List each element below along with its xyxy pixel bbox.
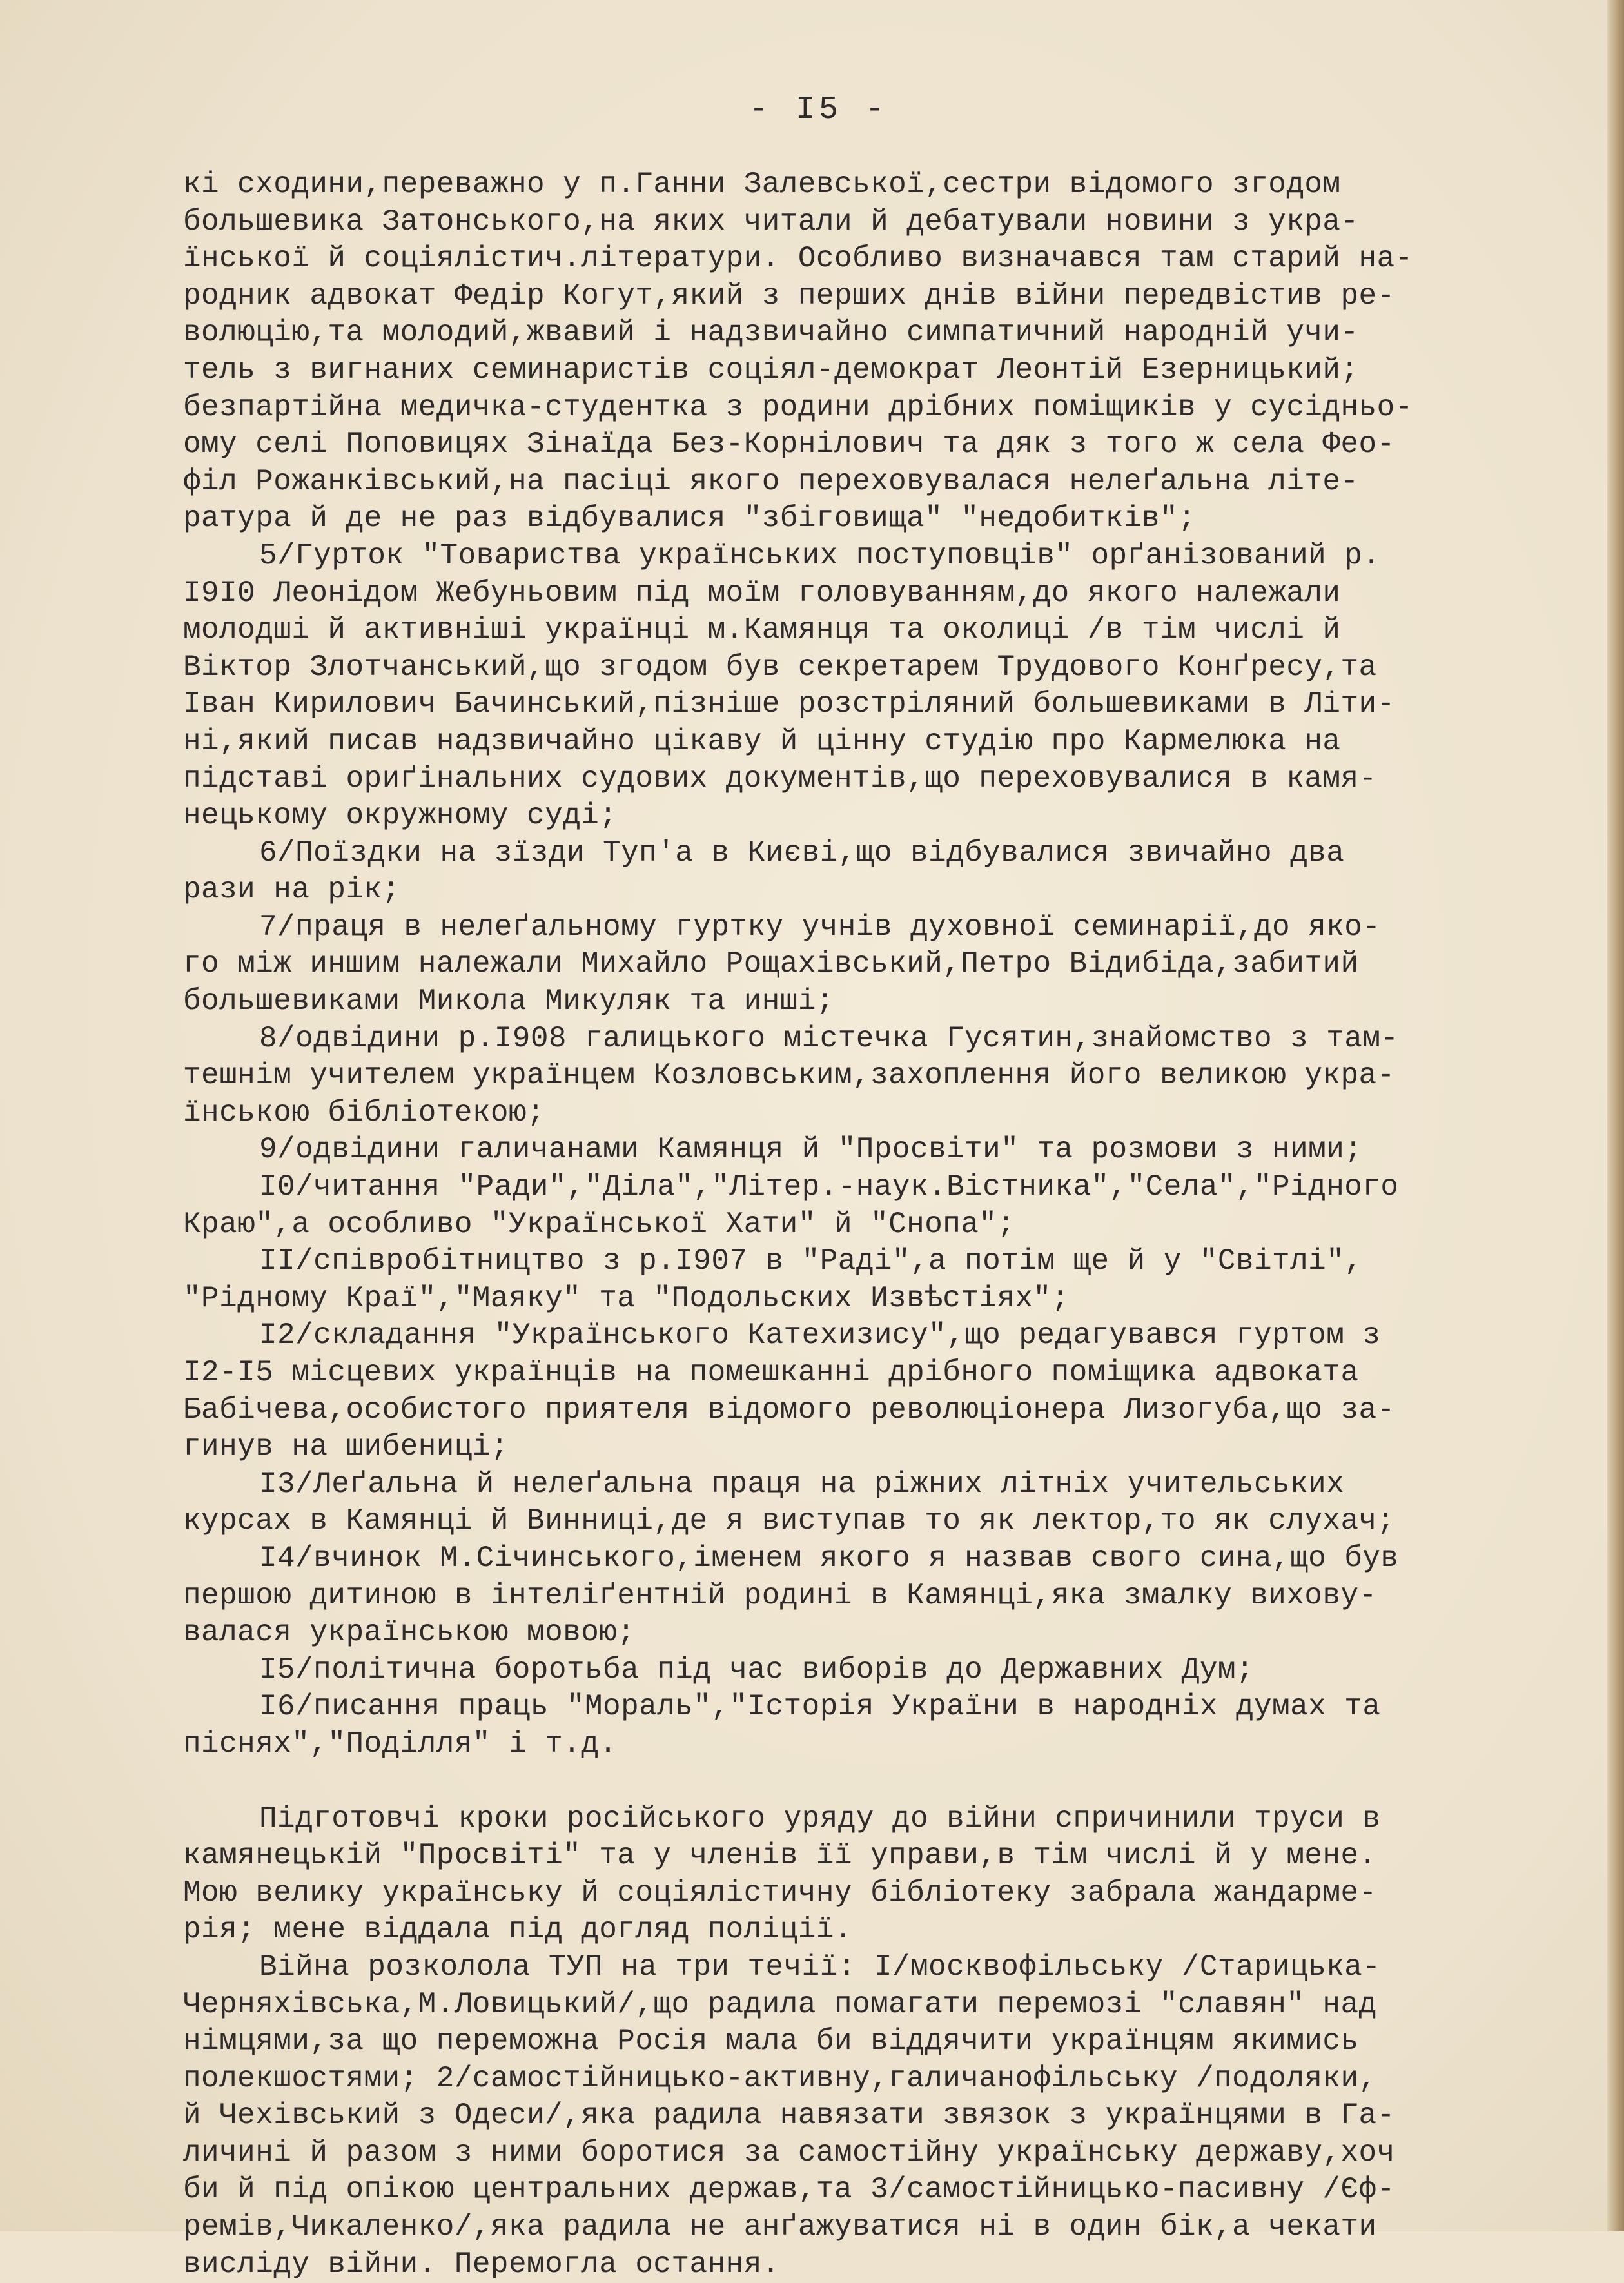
list-item-6: 6/Поїздки на зїзди Туп'а в Києві,що відбувалися звичайно два — [259, 836, 1345, 870]
paragraph-start: Підготовчі кроки російського уряду до війни спричинили труси в — [259, 1801, 1381, 1836]
text-line: гинув на шибениці; — [183, 1430, 509, 1464]
text-line: піснях","Поділля" і т.д. — [183, 1727, 618, 1761]
text-line: Іван Кирилович Бачинський,пізніше розстріляний большевиками в Літи- — [183, 687, 1395, 721]
text-line: ремів,Чикаленко/,яка радила не анґажуватися ні в один бік,а чекати — [183, 2210, 1377, 2244]
text-line: молодші й активніші українці м.Камянця та околиці /в тім числі й — [183, 613, 1341, 647]
text-line: рази на рік; — [183, 873, 400, 907]
text-line: німцями,за що переможна Росія мала би віддячити українцям якимись — [183, 2024, 1359, 2059]
text-line: I2-I5 місцевих українців на помешканні дрібного поміщика адвоката — [183, 1356, 1359, 1389]
text-line: ому селі Поповицях Зінаїда Без-Корнілович та дяк з того ж села Фео- — [183, 427, 1395, 462]
list-item-12: I2/складання "Українського Катехизису",що редагувався гуртом з — [259, 1318, 1381, 1353]
text-line: Віктор Злотчанський,що згодом був секретарем Трудового Конґресу,та — [183, 650, 1377, 684]
list-item-11: II/співробітництво з р.I907 в "Раді",а потім ще й у "Світлі", — [259, 1244, 1363, 1279]
list-item-8: 8/одвідини р.I908 галицького містечка Гусятин,знайомство з там- — [259, 1021, 1399, 1055]
paragraph-gap — [183, 1763, 1485, 1801]
text-line: тешнім учителем українцем Козловським,захоплення його великою укра- — [183, 1059, 1395, 1093]
text-line: рія; мене віддала під догляд поліції. — [183, 1913, 853, 1947]
list-item-10: I0/читання "Ради","Діла","Літер.-наук.Вістника","Села","Рідного — [259, 1170, 1399, 1204]
text-line: личині й разом з ними боротися за самостійну українську державу,хоч — [183, 2135, 1395, 2170]
text-line: Краю",а особливо "Української Хати" й "Снопа"; — [183, 1207, 1015, 1241]
list-item-13: I3/Леґальна й нелеґальна праця на ріжних літніх учительських — [259, 1467, 1345, 1501]
text-line: "Рідному Краї","Маяку" та "Подольских Извѣстіях"; — [183, 1281, 1070, 1315]
text-line: волюцію,та молодий,жвавий і надзвичайно симпатичний народній учи- — [183, 316, 1359, 350]
list-item-7: 7/праця в нелеґальному гуртку учнів духовної семинарії,до яко- — [259, 910, 1381, 944]
typewritten-text — [183, 166, 1485, 2283]
text-line: большевика Затонського,на яких читали й дебатували новини з укра- — [183, 204, 1359, 239]
text-line: нецькому окружному суді; — [183, 799, 618, 833]
text-line: ратура й де не раз відбувалися "збіговища" "недобитків"; — [183, 502, 1197, 536]
text-line: Мою велику українську й соціялістичну бібліотеку забрала жандарме- — [183, 1876, 1377, 1910]
text-line: большевиками Микола Микуляк та инші; — [183, 985, 834, 1019]
text-line: безпартійна медичка-студентка з родини дрібних поміщиків у сусідньо- — [183, 390, 1413, 424]
text-line: їнською бібліотекою; — [183, 1095, 545, 1130]
page-edge — [1607, 0, 1624, 2231]
text-line: й Чехівський з Одеси/,яка радила навязати звязок з українцями в Га- — [183, 2099, 1395, 2133]
text-line: Бабічева,особистого приятеля відомого революціонера Лизогуба,що за- — [183, 1393, 1395, 1427]
text-line: курсах в Камянці й Винниці,де я виступав то як лектор,то як слухач; — [183, 1504, 1395, 1538]
text-line: тель з вигнаних семинаристів соціял-демократ Леонтій Езерницький; — [183, 353, 1359, 387]
list-item-9: 9/одвідини галичанами Камянця й "Просвіти" та розмови з ними; — [259, 1133, 1363, 1167]
list-item-16: I6/писання праць "Мораль","Історія України в народніх думах та — [259, 1690, 1381, 1724]
page-number: - I5 - — [748, 92, 889, 128]
text-line: їнської й соціялістич.літератури. Особливо визначався там старий на- — [183, 242, 1413, 276]
paragraph-start: Війна розколола ТУП на три течії: I/москвофільську /Старицька- — [259, 1950, 1381, 1984]
text-line: го між иншим належали Михайло Рощахівський,Петро Відибіда,забитий — [183, 947, 1359, 981]
list-item-14: I4/вчинок М.Січинського,іменем якого я назвав свого сина,що був — [259, 1541, 1399, 1575]
text-line: полекшостями; 2/самостійницько-активну,галичанофільську /подоляки, — [183, 2061, 1377, 2095]
text-line: висліду війни. Перемогла остання. — [183, 2247, 780, 2281]
text-line: валася українською мовою; — [183, 1616, 636, 1650]
text-line: підставі ориґінальних судових документів,що переховувалися в камя- — [183, 761, 1377, 796]
text-line: філ Рожанківський,на пасіці якого переховувалася нелеґальна літе- — [183, 464, 1359, 498]
text-line: камянецькій "Просвіті" та у членів її управи,в тім числі й у мене. — [183, 1839, 1377, 1873]
text-line: Черняхівська,М.Ловицький/,що радила помагати перемозі "славян" над — [183, 1987, 1377, 2021]
text-line: би й під опікою центральних держав,та 3/самостійницько-пасивну /Єф- — [183, 2173, 1395, 2207]
text-line: кі сходини,переважно у п.Ганни Залевської,сестри відомого згодом — [183, 168, 1341, 201]
text-line: I9I0 Леонідом Жебуньовим під моїм головуванням,до якого належали — [183, 576, 1341, 610]
list-item-15: I5/політична боротьба під час виборів до Державних Дум; — [259, 1652, 1254, 1687]
list-item-5: 5/Гурток "Товариства українських поступовців" орґанізований р. — [259, 538, 1381, 573]
text-line: ні,який писав надзвичайно цікаву й цінну студію про Кармелюка на — [183, 724, 1341, 758]
text-line: родник адвокат Федір Когут,який з перших днів війни передвістив ре- — [183, 279, 1395, 313]
text-line: першою дитиною в інтеліґентній родині в Камянці,яка змалку вихову- — [183, 1578, 1377, 1612]
